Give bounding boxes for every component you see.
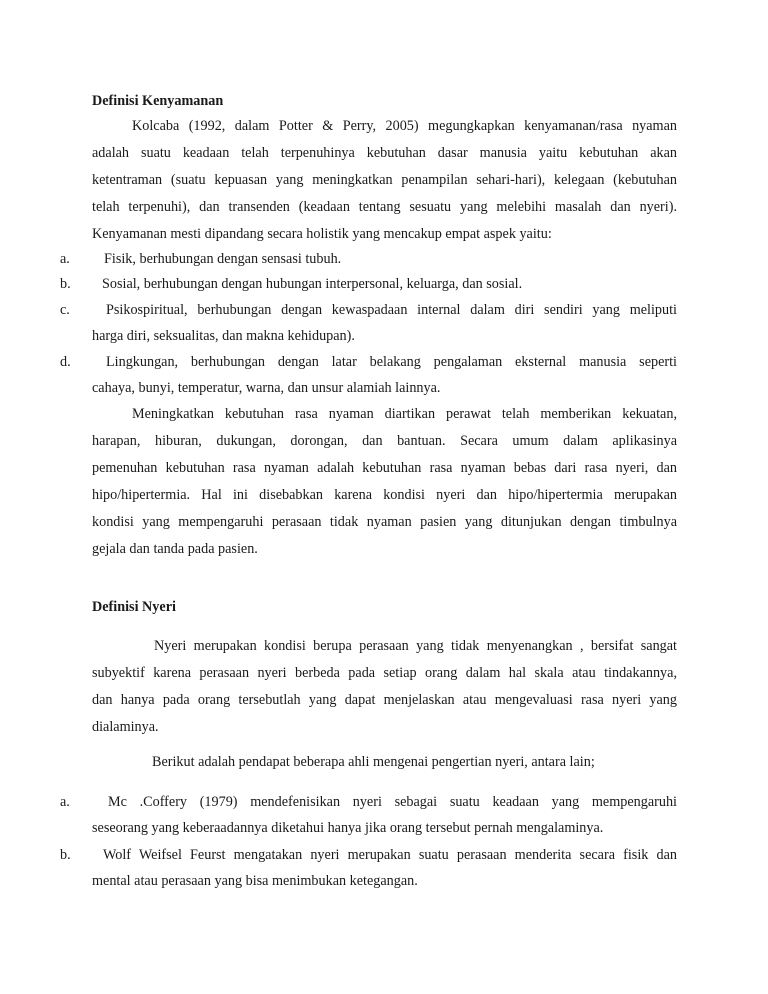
list-item-continuation: cahaya, bunyi, temperatur, warna, dan unsur alamiah lainnya. (92, 380, 441, 396)
list-marker: c. (60, 302, 70, 318)
paragraph-line: adalah suatu keadaan telah terpenuhinya kebutuhan dasar manusia yaitu kebutuhan akan (92, 145, 677, 161)
list-item: Lingkungan, berhubungan dengan latar belakang pengalaman eksternal manusia seperti (106, 354, 677, 370)
paragraph-line: Kolcaba (1992, dalam Potter & Perry, 2005) megungkapkan kenyamanan/rasa nyaman (132, 118, 677, 134)
list-item-continuation: mental atau perasaan yang bisa menimbukan ketegangan. (92, 873, 418, 889)
paragraph-line: hipo/hipertermia. Hal ini disebabkan karena kondisi nyeri dan hipo/hipertermia merupakan (92, 487, 677, 503)
paragraph-line: kondisi yang mempengaruhi perasaan tidak nyaman pasien yang ditunjukan dengan timbulnya (92, 514, 677, 530)
paragraph-line: Kenyamanan mesti dipandang secara holistik yang mencakup empat aspek yaitu: (92, 226, 552, 242)
section-heading-kenyamanan: Definisi Kenyamanan (92, 93, 224, 109)
paragraph-line: dan hanya pada orang tersebutlah yang dapat menjelaskan atau mengevaluasi rasa nyeri yang (92, 692, 677, 708)
paragraph-line: gejala dan tanda pada pasien. (92, 541, 258, 557)
paragraph-line: subyektif karena perasaan nyeri berbeda pada setiap orang dalam hal skala atau tindakannya, (92, 665, 677, 681)
list-marker: a. (60, 794, 70, 810)
list-item-continuation: harga diri, seksualitas, dan makna kehidupan). (92, 328, 355, 344)
section-heading-nyeri: Definisi Nyeri (92, 599, 176, 615)
paragraph-line: ketentraman (suatu kepuasan yang meningkatkan penampilan sehari-hari), kelegaan (kebutuhan (92, 172, 677, 188)
list-item: Mc .Coffery (1979) mendefenisikan nyeri sebagai suatu keadaan yang mempengaruhi (108, 794, 677, 810)
list-marker: a. (60, 251, 70, 267)
paragraph-line: pemenuhan kebutuhan rasa nyaman adalah kebutuhan rasa nyaman bebas dari rasa nyeri, dan (92, 460, 677, 476)
list-marker: b. (60, 847, 71, 863)
list-item: Sosial, berhubungan dengan hubungan interpersonal, keluarga, dan sosial. (102, 276, 523, 292)
paragraph-line: Nyeri merupakan kondisi berupa perasaan yang tidak menyenangkan , bersifat sangat (154, 638, 677, 654)
paragraph-line: dialaminya. (92, 719, 159, 735)
list-marker: b. (60, 276, 71, 292)
list-marker: d. (60, 354, 71, 370)
paragraph-line: harapan, hiburan, dukungan, dorongan, dan bantuan. Secara umum dalam aplikasinya (92, 433, 677, 449)
paragraph-line: Berikut adalah pendapat beberapa ahli mengenai pengertian nyeri, antara lain; (152, 754, 595, 770)
paragraph-line: telah terpenuhi), dan transenden (keadaan tentang sesuatu yang melebihi masalah dan nyeri). (92, 199, 677, 215)
list-item: Psikospiritual, berhubungan dengan kewaspadaan internal dalam diri sendiri yang meliputi (106, 302, 677, 318)
list-item-continuation: seseorang yang keberaadannya diketahui hanya jika orang tersebut pernah mengalaminya. (92, 820, 604, 836)
list-item: Fisik, berhubungan dengan sensasi tubuh. (104, 251, 342, 267)
list-item: Wolf Weifsel Feurst mengatakan nyeri merupakan suatu perasaan menderita secara fisik dan (103, 847, 677, 863)
paragraph-line: Meningkatkan kebutuhan rasa nyaman diartikan perawat telah memberikan kekuatan, (132, 406, 677, 422)
